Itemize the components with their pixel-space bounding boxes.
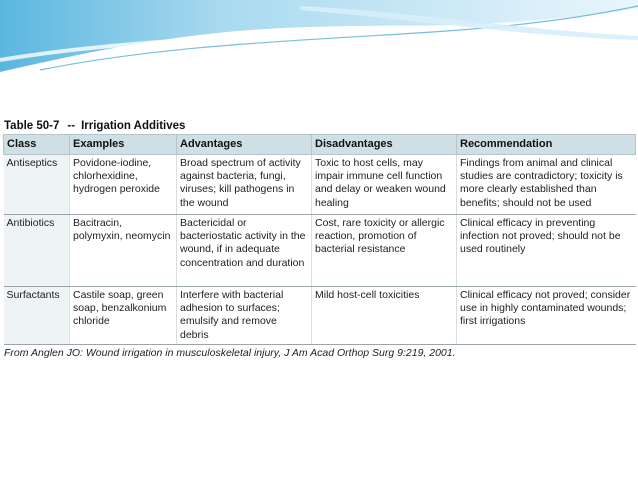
table-source-citation: From Anglen JO: Wound irrigation in musculoskeletal injury, J Am Acad Orthop Surg 9:219, 2001. bbox=[4, 347, 456, 359]
header-wave-decoration bbox=[0, 0, 638, 80]
cell-examples: Bacitracin, polymyxin, neomycin bbox=[70, 215, 177, 287]
irrigation-additives-table bbox=[3, 134, 636, 345]
table-title-text: Irrigation Additives bbox=[81, 120, 186, 132]
cell-advantages: Broad spectrum of activity against bacteria, fungi, viruses; kill pathogens in the wound bbox=[177, 155, 312, 215]
column-header-disadvantages: Disadvantages bbox=[312, 135, 457, 155]
table-title bbox=[3, 118, 635, 134]
cell-disadvantages: Cost, rare toxicity or allergic reaction, promotion of bacterial resistance bbox=[312, 215, 457, 287]
column-header-examples: Examples bbox=[70, 135, 177, 155]
cell-class: Surfactants bbox=[4, 287, 70, 345]
table-number: Table 50-7 bbox=[4, 120, 60, 132]
cell-advantages: Bactericidal or bacteriostatic activity in the wound, if in adequate concentration and duration bbox=[177, 215, 312, 287]
cell-class: Antiseptics bbox=[4, 155, 70, 215]
column-header-advantages: Advantages bbox=[177, 135, 312, 155]
cell-disadvantages: Toxic to host cells, may impair immune cell function and delay or weaken wound healing bbox=[312, 155, 457, 215]
cell-disadvantages: Mild host-cell toxicities bbox=[312, 287, 457, 345]
cell-recommendation: Clinical efficacy not proved; consider use in highly contaminated wounds; first irrigations bbox=[457, 287, 636, 345]
cell-recommendation: Findings from animal and clinical studies are contradictory; toxicity is more clearly established than benefits; should not be used bbox=[457, 155, 636, 215]
table-row bbox=[4, 215, 636, 287]
cell-class: Antibiotics bbox=[4, 215, 70, 287]
table-row bbox=[4, 155, 636, 215]
table-row bbox=[4, 287, 636, 345]
cell-advantages: Interfere with bacterial adhesion to surfaces; emulsify and remove debris bbox=[177, 287, 312, 345]
cell-examples: Castile soap, green soap, benzalkonium chloride bbox=[70, 287, 177, 345]
cell-recommendation: Clinical efficacy in preventing infection not proved; should not be used routinely bbox=[457, 215, 636, 287]
cell-examples: Povidone-iodine, chlorhexidine, hydrogen peroxide bbox=[70, 155, 177, 215]
table-header-row bbox=[4, 135, 636, 155]
table-block bbox=[3, 118, 635, 359]
column-header-recommendation: Recommendation bbox=[457, 135, 636, 155]
column-header-class: Class bbox=[4, 135, 70, 155]
table-title-separator: -- bbox=[67, 120, 76, 132]
